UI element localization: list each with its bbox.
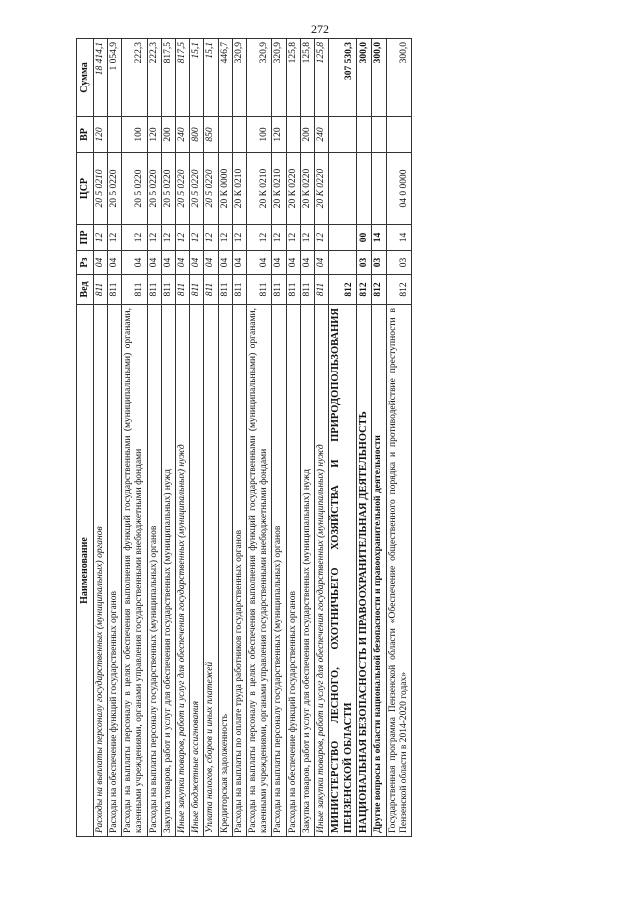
table-row [108, 39, 122, 837]
row-sum: 320,9 [247, 39, 272, 117]
row-csr: 20 К 0220 [300, 153, 314, 225]
row-csr: 20 5 0220 [122, 153, 147, 225]
table-row [190, 39, 204, 837]
row-vr: 120 [272, 117, 286, 153]
row-sum: 817,5 [176, 39, 190, 117]
row-pr: 00 [357, 225, 372, 251]
row-name: Другие вопросы в области национальной безопасности и правоохранительной деятельности [372, 305, 386, 837]
row-name: Иные закупки товаров, работ и услуг для обеспечения государственных (муниципальных) нужд [315, 305, 329, 837]
row-sum: 222,3 [147, 39, 161, 117]
row-name: Уплата налогов, сборов и иных платежей [204, 305, 218, 837]
row-pr: 12 [108, 225, 122, 251]
row-csr: 20 5 0220 [108, 153, 122, 225]
row-sum: 300,0 [386, 39, 411, 117]
row-name: Расходы на выплаты персоналу в целях обеспечения выполнения функций государственными (муниципальными) органами, казенными учреждениями, органами управления государственными внебюджетными фондами [247, 305, 272, 837]
row-vr [286, 117, 300, 153]
row-ved: 811 [108, 275, 122, 305]
row-name: Закупка товаров, работ и услуг для обеспечения государственных (муниципальных) нужд [300, 305, 314, 837]
row-sum: 300,0 [372, 39, 386, 117]
row-csr: 20 К 0220 [315, 153, 329, 225]
row-name: МИНИСТЕРСТВО ЛЕСНОГО, ОХОТНИЧЬЕГО ХОЗЯЙСТВА И ПРИРОДОПОЛЬЗОВАНИЯ ПЕНЗЕНСКОЙ ОБЛАСТИ [329, 305, 357, 837]
row-vr: 120 [93, 117, 107, 153]
row-sum: 300,0 [357, 39, 372, 117]
row-vr: 200 [161, 117, 175, 153]
row-pr: 12 [286, 225, 300, 251]
row-sum: 1 054,9 [108, 39, 122, 117]
row-sum: 320,9 [272, 39, 286, 117]
table-row [176, 39, 190, 837]
row-sum: 18 414,1 [93, 39, 107, 117]
row-rz: 04 [286, 251, 300, 275]
row-rz: 03 [372, 251, 386, 275]
row-ved: 811 [247, 275, 272, 305]
row-ved: 811 [190, 275, 204, 305]
row-name: Расходы на выплаты по оплате труда работников государственных органов [232, 305, 246, 837]
row-vr: 100 [247, 117, 272, 153]
header-name: Наименование [77, 305, 94, 837]
row-ved: 811 [286, 275, 300, 305]
table-row [357, 39, 372, 837]
row-pr: 12 [176, 225, 190, 251]
row-csr: 20 5 0220 [204, 153, 218, 225]
row-name: Расходы на обеспечение функций государственных органов [286, 305, 300, 837]
row-csr [357, 153, 372, 225]
row-csr: 20 К 0210 [272, 153, 286, 225]
table-row [329, 39, 357, 837]
row-vr: 100 [122, 117, 147, 153]
row-pr: 12 [315, 225, 329, 251]
row-ved: 811 [315, 275, 329, 305]
row-rz: 04 [247, 251, 272, 275]
header-rz: Рз [77, 251, 94, 275]
row-rz: 04 [232, 251, 246, 275]
row-ved: 811 [204, 275, 218, 305]
row-pr: 12 [300, 225, 314, 251]
row-sum: 320,9 [232, 39, 246, 117]
row-ved: 811 [161, 275, 175, 305]
row-ved: 811 [232, 275, 246, 305]
row-csr: 20 5 0220 [176, 153, 190, 225]
row-ved: 811 [93, 275, 107, 305]
table-row [147, 39, 161, 837]
row-rz: 03 [386, 251, 411, 275]
row-pr: 12 [204, 225, 218, 251]
row-csr: 20 К 0000 [218, 153, 232, 225]
row-rz: 04 [190, 251, 204, 275]
row-sum: 125,8 [315, 39, 329, 117]
row-pr: 14 [386, 225, 411, 251]
table-row [122, 39, 147, 837]
row-vr [329, 117, 357, 153]
row-ved: 811 [176, 275, 190, 305]
row-rz: 03 [357, 251, 372, 275]
row-pr: 12 [161, 225, 175, 251]
header-vr: ВР [77, 117, 94, 153]
row-ved: 812 [386, 275, 411, 305]
row-pr: 12 [122, 225, 147, 251]
table-row [93, 39, 107, 837]
row-vr: 850 [204, 117, 218, 153]
table-row [286, 39, 300, 837]
page-number: 272 [311, 22, 329, 36]
row-ved: 811 [300, 275, 314, 305]
row-ved: 812 [357, 275, 372, 305]
row-name: НАЦИОНАЛЬНАЯ БЕЗОПАСНОСТЬ И ПРАВООХРАНИТЕЛЬНАЯ ДЕЯТЕЛЬНОСТЬ [357, 305, 372, 837]
row-pr [329, 225, 357, 251]
row-csr: 20 К 0210 [232, 153, 246, 225]
table-row [300, 39, 314, 837]
rotated-table-wrapper [76, 39, 610, 837]
row-csr [372, 153, 386, 225]
row-rz: 04 [161, 251, 175, 275]
row-rz: 04 [218, 251, 232, 275]
row-vr [218, 117, 232, 153]
row-vr [108, 117, 122, 153]
row-name: Государственная программа Пензенской области «Обеспечение общественного порядка и противодействие преступности в Пензенской области в 2014-2020 годах» [386, 305, 411, 837]
row-pr: 12 [218, 225, 232, 251]
row-sum: 817,5 [161, 39, 175, 117]
row-csr: 20 К 0210 [247, 153, 272, 225]
row-csr: 20 5 0220 [161, 153, 175, 225]
row-sum: 125,8 [300, 39, 314, 117]
row-sum: 15,1 [190, 39, 204, 117]
row-vr [386, 117, 411, 153]
row-name: Закупка товаров, работ и услуг для обеспечения государственных (муниципальных) нужд [161, 305, 175, 837]
row-rz: 04 [204, 251, 218, 275]
row-vr [372, 117, 386, 153]
header-csr: ЦСР [77, 153, 94, 225]
row-ved: 812 [372, 275, 386, 305]
row-name: Расходы на обеспечение функций государственных органов [108, 305, 122, 837]
row-vr: 120 [147, 117, 161, 153]
table-row [315, 39, 329, 837]
row-csr [329, 153, 357, 225]
table-row [161, 39, 175, 837]
row-rz: 04 [300, 251, 314, 275]
row-name: Расходы на выплаты персоналу государственных (муниципальных) органов [93, 305, 107, 837]
row-csr: 20 5 0220 [147, 153, 161, 225]
row-pr: 12 [232, 225, 246, 251]
table-row [247, 39, 272, 837]
row-name: Кредиторская задолженность [218, 305, 232, 837]
table-row [204, 39, 218, 837]
table-row [232, 39, 246, 837]
header-sum: Сумма [77, 39, 94, 117]
row-sum: 307 530,3 [329, 39, 357, 117]
row-name: Иные бюджетные ассигнования [190, 305, 204, 837]
row-pr: 12 [272, 225, 286, 251]
row-csr: 04 0 0000 [386, 153, 411, 225]
row-sum: 125,8 [286, 39, 300, 117]
row-vr: 240 [315, 117, 329, 153]
row-name: Расходы на выплаты персоналу государственных (муниципальных) органов [272, 305, 286, 837]
row-pr: 12 [93, 225, 107, 251]
table-row [386, 39, 411, 837]
row-name: Расходы на выплаты персоналу государственных (муниципальных) органов [147, 305, 161, 837]
row-rz: 04 [147, 251, 161, 275]
row-rz [329, 251, 357, 275]
row-vr [232, 117, 246, 153]
row-ved: 811 [272, 275, 286, 305]
row-ved: 811 [147, 275, 161, 305]
row-vr: 800 [190, 117, 204, 153]
row-pr: 12 [190, 225, 204, 251]
row-rz: 04 [315, 251, 329, 275]
row-vr: 240 [176, 117, 190, 153]
header-ved: Вед [77, 275, 94, 305]
header-pr: ПР [77, 225, 94, 251]
budget-table [76, 38, 412, 837]
row-sum: 222,3 [122, 39, 147, 117]
table-row [372, 39, 386, 837]
row-rz: 04 [122, 251, 147, 275]
row-pr: 12 [147, 225, 161, 251]
row-csr: 20 К 0220 [286, 153, 300, 225]
table-row [218, 39, 232, 837]
row-sum: 15,1 [204, 39, 218, 117]
row-csr: 20 5 0210 [93, 153, 107, 225]
row-csr: 20 5 0220 [190, 153, 204, 225]
row-name: Расходы на выплаты персоналу в целях обеспечения выполнения функций государственными (муниципальными) органами, казенными учреждениями, органами управления государственными внебюджетными фондами [122, 305, 147, 837]
row-rz: 04 [93, 251, 107, 275]
table-row [272, 39, 286, 837]
row-ved: 811 [122, 275, 147, 305]
row-rz: 04 [176, 251, 190, 275]
row-ved: 812 [329, 275, 357, 305]
row-ved: 811 [218, 275, 232, 305]
row-vr [357, 117, 372, 153]
row-name: Иные закупки товаров, работ и услуг для обеспечения государственных (муниципальных) нужд [176, 305, 190, 837]
row-sum: 446,7 [218, 39, 232, 117]
table-header-row [77, 39, 94, 837]
row-vr: 200 [300, 117, 314, 153]
row-pr: 14 [372, 225, 386, 251]
row-pr: 12 [247, 225, 272, 251]
row-rz: 04 [108, 251, 122, 275]
row-rz: 04 [272, 251, 286, 275]
